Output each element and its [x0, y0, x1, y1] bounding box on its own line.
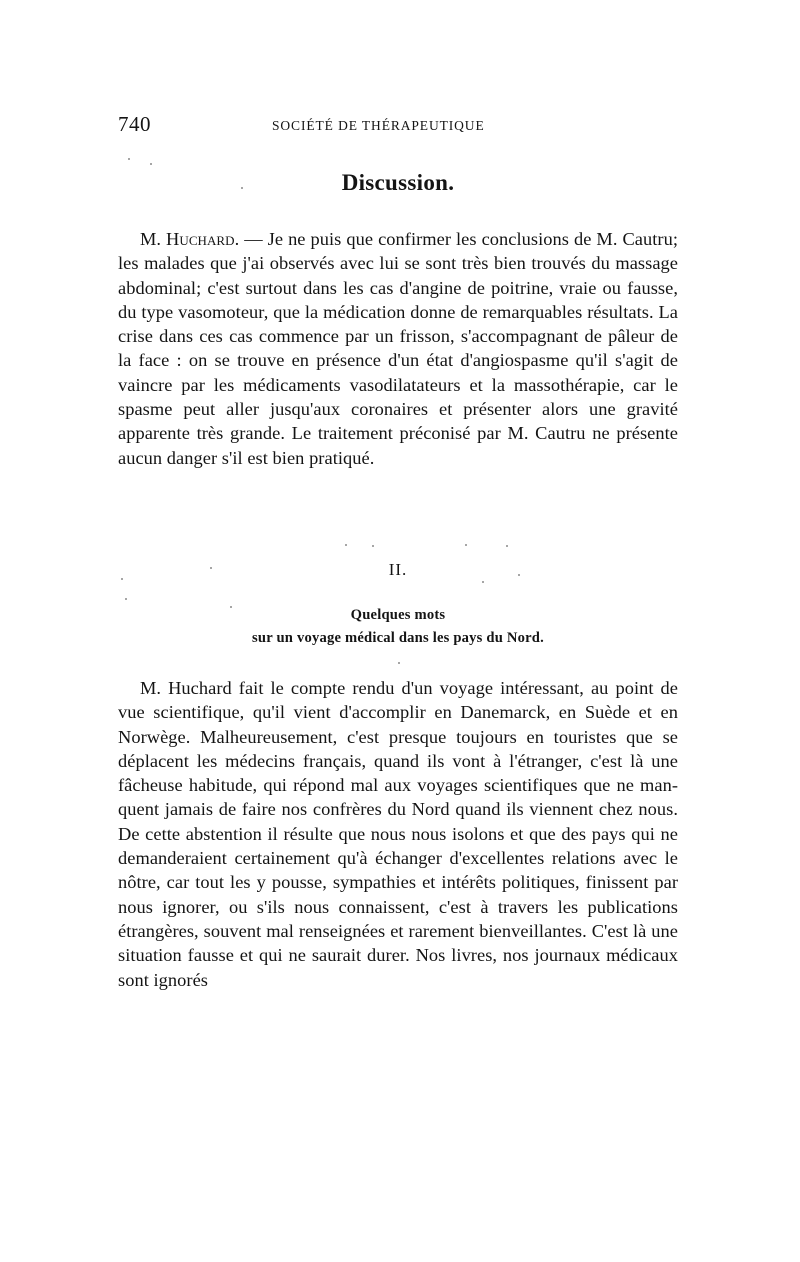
- journal-title: SOCIÉTÉ DE THÉRAPEUTIQUE: [272, 118, 485, 133]
- scan-speck: [372, 545, 374, 547]
- voyage-paragraph: M. Huchard fait le compte rendu d'un voyage intéressant, au point de vue scientifique, qu'il vient d'accomplir en Danemarck, en Suède et en Norwège. Malheureusement, c'est presque toujours en touristes que se déplacent les médecins français, quand ils vont à l'étranger, c'est là une fâcheuse habitude, qui répond mal aux voyages scientifiques que ne manquent jamais de faire nos confrères du Nord quand ils viennent chez nous. De cette abstention il résulte que nous nous isolons et que des pays qui ne demanderaient certainement qu'à échanger d'excellentes relations avec le nôtre, car tout les y pousse, sympathies et intérêts politiques, finissent par nous ignorer, ou s'ils nous connaissent, c'est à travers les publications étrangères, souvent mal renseignées et rarement bienveillantes. C'est là une situation fausse et qui ne saurait durer. Nos livres, nos journaux médicaux sont ignorés: [118, 678, 678, 990]
- article-title: [118, 604, 678, 650]
- scan-speck: [518, 574, 520, 576]
- article-title-line-1: Quelques mots: [350, 607, 446, 623]
- scan-speck: [125, 598, 127, 600]
- scan-speck: [398, 662, 400, 664]
- discussion-text: — Je ne puis que confirmer les conclusions de M. Cautru; les malades que j'ai observés avec lui se sont très bien trouvés du massage abdominal; c'est surtout dans les cas d'angine de poitrine, vraie ou fausse, du type vasomoteur, que la médication donne de remarquables résultats. La crise dans ces cas commence par un frisson, s'accompagnant de pâleur de la face : on se trouve en présence d'un état d'angiospasme qu'il s'agit de vaincre par les médicaments vasodilatateurs et la massothérapie, car le spasme peut aller jusqu'aux coronaires et présenter alors une gravité apparente très grande. Le traitement préconisé par M. Cautru ne présente aucun danger s'il est bien pratiqué.: [118, 229, 678, 468]
- scan-speck: [241, 187, 243, 189]
- running-head: [118, 112, 678, 142]
- scan-speck: [150, 163, 152, 165]
- discussion-heading: Discussion.: [341, 170, 455, 195]
- page-number: 740: [118, 112, 151, 136]
- scan-speck: [465, 544, 467, 546]
- scan-speck: [210, 567, 212, 569]
- speaker-name: M. Huchard.: [140, 229, 240, 249]
- article-title-line-2: sur un voyage médical dans les pays du Nord.: [252, 630, 544, 646]
- discussion-paragraph: [118, 227, 678, 470]
- scan-speck: [230, 606, 232, 608]
- scan-speck: [482, 581, 484, 583]
- scan-speck: [121, 578, 123, 580]
- scan-speck: [128, 158, 130, 160]
- scan-speck: [506, 545, 508, 547]
- scan-speck: [345, 544, 347, 546]
- section-number: II.: [388, 560, 408, 579]
